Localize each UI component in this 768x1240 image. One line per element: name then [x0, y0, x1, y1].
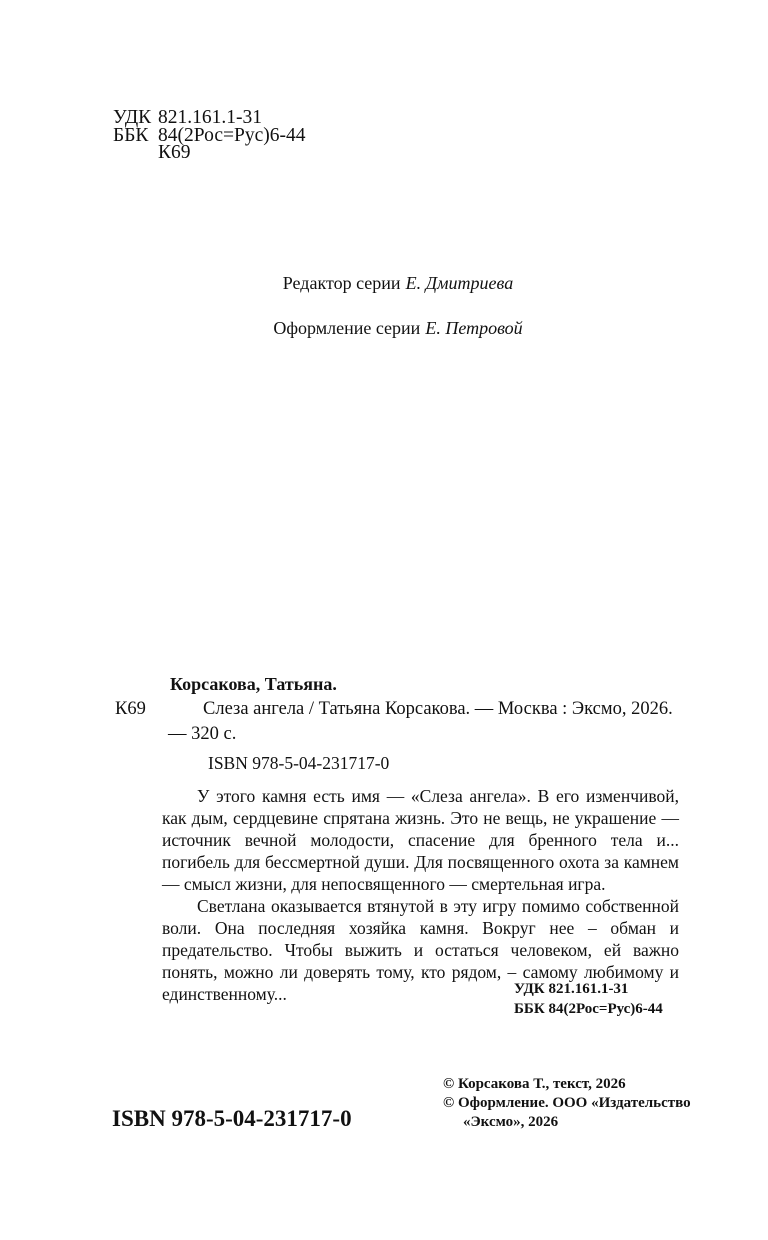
series-designer-label: Оформление серии — [273, 318, 421, 338]
bibliographic-row — [0, 697, 768, 747]
annotation-block — [162, 785, 679, 1005]
footer-isbn: ISBN 978-5-04-231717-0 — [112, 1106, 352, 1131]
copyright-author-line: © Корсакова Т., текст, 2026 — [443, 1076, 626, 1092]
author-sign-top: К69 — [158, 142, 191, 163]
bbk-line-bottom: ББК 84(2Рос=Рус)6-44 — [514, 1000, 663, 1017]
annotation-paragraph-1: У этого камня есть имя — «Слеза ангела». В его изменчивой, как дым, сердцевине спрятана жизнь. Это не вещь, не украшение — источник вечной молодости, спасение для бренного тела и... погибель для бессмертной души. Для посвященного охота за камнем — смысл жизни, для непосвященного — смертельная игра. — [162, 786, 679, 894]
series-editor-name: Е. Дмитриева — [405, 273, 514, 293]
annotation-paragraph-2: Светлана оказывается втянутой в эту игру помимо собственной воли. Она последняя хозяйка камня. Вокруг нее – обман и предательство. Чтобы выжить и остаться человеком, ей важно понять, можно ли доверять тому, кто рядом, – самому любимому и единственному... — [162, 896, 679, 1004]
author-heading: Корсакова, Татьяна. — [170, 674, 337, 694]
bibliographic-entry: Слеза ангела / Татьяна Корсакова. — Москва : Эксмо, 2026. — 320 с. — [168, 699, 673, 744]
catalog-card — [0, 672, 768, 774]
series-designer-name: Е. Петровой — [425, 318, 523, 338]
catalog-isbn: ISBN 978-5-04-231717-0 — [208, 753, 390, 773]
top-codes-empty-cell — [113, 144, 158, 162]
copyright-design-line: © Оформление. ООО «Издательство «Эксмо», 2026 — [443, 1095, 691, 1131]
series-credits — [115, 273, 681, 338]
copyright-block — [443, 1075, 697, 1133]
series-designer-line — [115, 318, 681, 338]
top-codes-block — [113, 109, 305, 162]
bbk-label: ББК — [113, 124, 149, 146]
series-editor-label: Редактор серии — [282, 273, 401, 293]
udc-line-bottom: УДК 821.161.1-31 — [514, 981, 629, 997]
bottom-codes-block — [514, 980, 663, 1019]
udc-value: 821.161.1-31 — [158, 107, 262, 128]
udc-label: УДК — [113, 107, 152, 128]
author-sign: К69 — [115, 699, 146, 719]
bbk-value: 84(2Рос=Рус)6-44 — [158, 124, 306, 146]
series-editor-line — [115, 273, 681, 293]
